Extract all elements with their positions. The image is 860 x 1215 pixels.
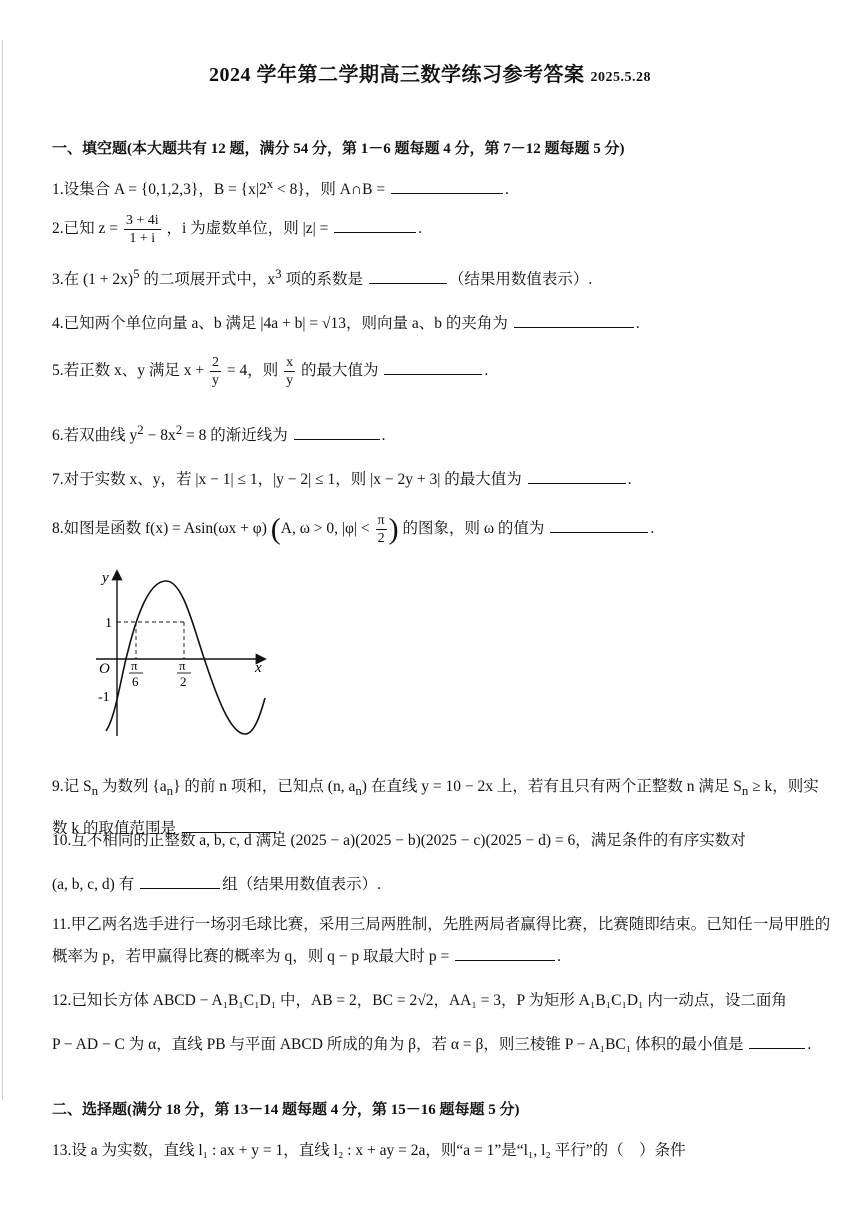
question-6 <box>52 422 386 445</box>
q3-text-a: 3.在 (1 + 2x) <box>52 271 134 289</box>
q9-text-f: 数 k 的取值范围是 <box>52 820 177 837</box>
q4-text-a: 4.已知两个单位向量 a、b 满足 |4a + b| = √13，则向量 a、b 的夹角为 <box>52 315 508 332</box>
q9-text-a: 9.记 S <box>52 778 92 795</box>
origin-label: O <box>99 661 110 677</box>
q2-period: . <box>418 220 423 238</box>
q12-text-a: 12.已知长方体 ABCD − A₁B₁C₁D₁ 中，AB = 2，BC = 2√2，AA₁ = 3，P 为矩形 A₁B₁C₁D₁ 内一动点，设二面角 <box>52 992 787 1009</box>
q2-denominator: 1 + i <box>129 231 156 246</box>
q3-text-b: 的二项展开式中，x <box>139 271 276 289</box>
question-7 <box>52 467 631 489</box>
title-text: 2024 学年第二学期高三数学练习参考答案 <box>209 64 585 86</box>
q11-period: . <box>557 948 561 965</box>
q1-answer-blank[interactable] <box>391 179 503 194</box>
question-2 <box>52 212 422 247</box>
q8-text-a: 8.如图是函数 f(x) = Asin(ωx + φ) <box>52 520 267 538</box>
sine-function-graph <box>88 566 278 741</box>
q11-answer-blank[interactable] <box>455 946 555 961</box>
question-10-line-2 <box>52 872 381 894</box>
q8-condition: A, ω > 0, |φ| < <box>280 520 370 538</box>
q6-period: . <box>381 427 386 445</box>
q12-text-b: P − AD − C 为 α，直线 PB 与平面 ABCD 所成的角为 β，若 α = β，则三棱锥 P − A₁BC₁ 体积的最小值是 <box>52 1036 744 1053</box>
q7-answer-blank[interactable] <box>528 469 626 484</box>
q11-text-a: 11.甲乙两名选手进行一场羽毛球比赛，采用三局两胜制，先胜两局者赢得比赛，比赛随即结束。已知任一局甲胜的 <box>52 916 831 933</box>
q6-answer-blank[interactable] <box>294 425 380 440</box>
q1-text-b: < 8}，则 A∩B = <box>273 181 386 199</box>
q3-text-c: 项的系数是 <box>281 271 364 289</box>
q2-fraction <box>124 212 161 247</box>
q7-period: . <box>627 471 632 488</box>
q11-text-b: 概率为 p，若甲赢得比赛的概率为 q，则 q − p 取最大时 p = <box>52 948 450 965</box>
q10-answer-blank[interactable] <box>140 874 220 889</box>
q8-period: . <box>650 520 655 538</box>
q8-text-b: 的图象，则 ω 的值为 <box>402 520 545 538</box>
q5-fraction-2 <box>284 354 295 389</box>
q2-text-b: ，i 为虚数单位，则 |z| = <box>166 220 329 238</box>
document-title <box>0 58 860 87</box>
q5-answer-blank[interactable] <box>384 360 482 375</box>
question-13: 13.设 a 为实数，直线 l₁ : ax + y = 1，直线 l₂ : x + ay = 2a，则“a = 1”是“l₁, l₂ 平行”的（ ）条件 <box>52 1142 686 1159</box>
q5-text-c: 的最大值为 <box>301 362 379 380</box>
q5-period: . <box>484 362 489 380</box>
title-date: 2025.5.28 <box>590 70 651 85</box>
section-1-header: 一、填空题(本大题共有 12 题，满分 54 分，第 1－6 题每题 4 分，第 7－12 题每题 5 分) <box>52 141 625 157</box>
question-4 <box>52 311 640 333</box>
q5-numerator-1: 2 <box>212 355 219 370</box>
q5-text-a: 5.若正数 x、y 满足 x + <box>52 362 205 380</box>
q6-text-b: − 8x <box>143 427 176 445</box>
q4-answer-blank[interactable] <box>514 313 634 328</box>
q9-sub-4: n <box>741 783 749 799</box>
q8-answer-blank[interactable] <box>550 518 648 533</box>
q2-numerator: 3 + 4i <box>125 213 159 228</box>
question-11-line-2 <box>52 944 561 966</box>
question-10-line-1 <box>52 828 746 850</box>
question-12-line-2 <box>52 1032 811 1054</box>
q3-sup2: 3 <box>275 266 282 281</box>
q3-sup: 5 <box>133 266 140 281</box>
q9-sub-3: n <box>355 783 362 799</box>
q9-text-c: } 的前 n 项和，已知点 (n, a <box>173 778 356 795</box>
page-left-edge <box>2 40 3 1100</box>
q8-numerator: π <box>377 513 385 528</box>
q5-fraction-1 <box>210 354 221 389</box>
q2-text-a: 2.已知 z = <box>52 220 118 238</box>
question-1 <box>52 176 509 199</box>
question-5 <box>52 354 488 389</box>
question-9-line-1 <box>52 774 819 799</box>
q1-text-a: 1.设集合 A = {0,1,2,3}，B = {x|2 <box>52 181 267 199</box>
question-12-line-1 <box>52 988 787 1010</box>
q3-text-d: （结果用数值表示）. <box>448 271 593 289</box>
x-axis-label: x <box>255 660 262 676</box>
question-11-line-1 <box>52 912 830 934</box>
tick-pi6-numerator: π <box>131 658 138 673</box>
q10-text-b: (a, b, c, d) 有 <box>52 876 135 893</box>
q9-text-b: 为数列 {a <box>98 778 167 795</box>
q9-text-d: ) 在直线 y = 10 − 2x 上，若有且只有两个正整数 n 满足 S <box>361 778 742 795</box>
q6-sup: 2 <box>137 422 144 437</box>
q5-numerator-2: x <box>286 355 294 370</box>
question-8 <box>52 512 654 547</box>
q10-text-a: 10.互不相同的正整数 a, b, c, d 满足 (2025 − a)(2025 − b)(2025 − c)(2025 − d) = 6，满足条件的有序实数对 <box>52 832 746 849</box>
q8-right-paren: ) <box>388 512 399 546</box>
y-axis-label: y <box>102 570 109 586</box>
q6-sup2: 2 <box>175 422 183 437</box>
q1-sup: x <box>266 176 274 191</box>
q2-answer-blank[interactable] <box>334 218 416 233</box>
q10-text-c: 组（结果用数值表示）. <box>222 876 381 893</box>
q8-fraction <box>376 512 387 547</box>
q5-denominator-1: y <box>212 373 219 388</box>
q9-sub-1: n <box>91 783 99 799</box>
q3-answer-blank[interactable] <box>369 269 447 284</box>
q5-denominator-2: y <box>286 373 294 388</box>
tick-label-1: 1 <box>105 616 112 631</box>
q6-text-a: 6.若双曲线 y <box>52 427 138 445</box>
q8-left-paren: ( <box>270 512 281 546</box>
q5-text-b: = 4，则 <box>226 362 279 380</box>
q12-answer-blank[interactable] <box>749 1034 805 1049</box>
tick-pi2-numerator: π <box>179 658 186 673</box>
q6-text-c: = 8 的渐近线为 <box>182 427 288 445</box>
q9-text-e: ≥ k，则实 <box>748 778 819 795</box>
question-3 <box>52 266 592 289</box>
q12-period: . <box>807 1036 812 1053</box>
q9-sub-2: n <box>166 783 174 799</box>
tick-pi2-denominator: 2 <box>180 674 187 689</box>
q9-period: . <box>277 820 282 837</box>
tick-label-neg-1: -1 <box>98 690 110 705</box>
q1-period: . <box>504 181 509 199</box>
q7-text-a: 7.对于实数 x、y，若 |x − 1| ≤ 1，|y − 2| ≤ 1，则 |x − 2y + 3| 的最大值为 <box>52 471 522 488</box>
q4-period: . <box>635 315 640 332</box>
q8-denominator: 2 <box>377 531 385 546</box>
tick-pi6-denominator: 6 <box>132 674 139 689</box>
section-2-header: 二、选择题(满分 18 分，第 13－14 题每题 4 分，第 15－16 题每题 5 分) <box>52 1102 520 1118</box>
